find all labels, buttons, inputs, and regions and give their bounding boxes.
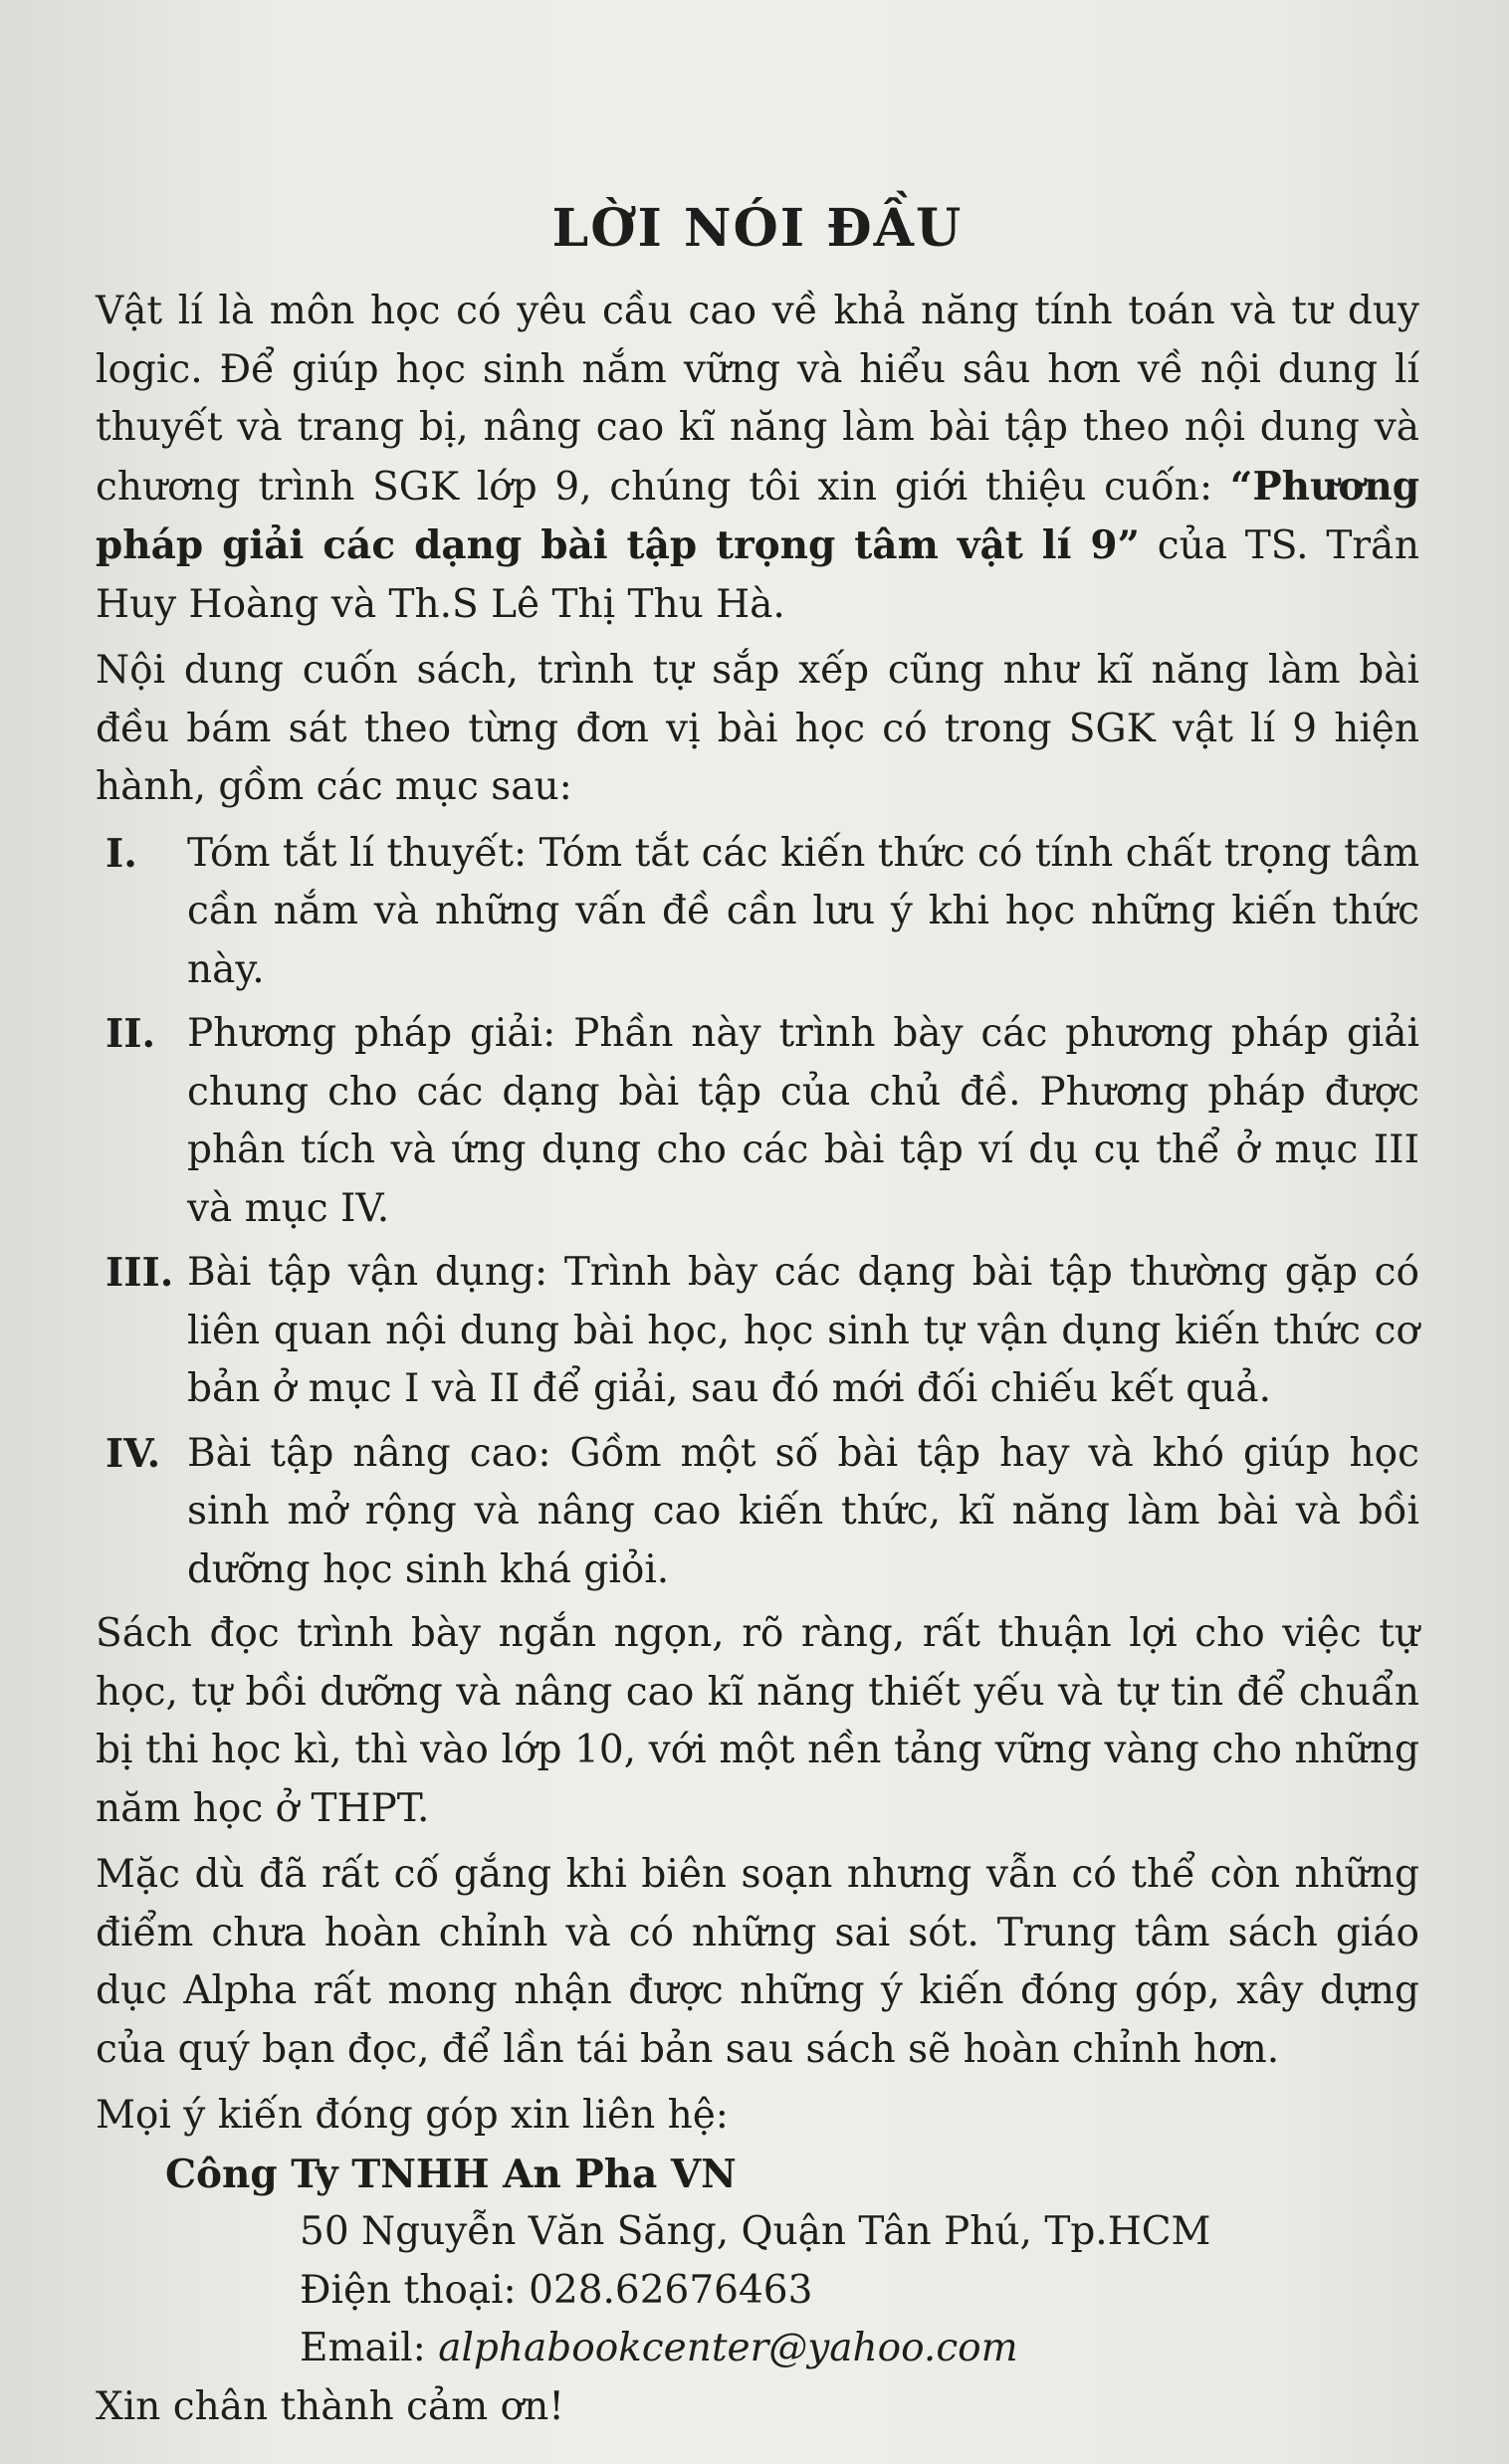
email-label: Email: [300,2326,439,2370]
company-name: Công Ty TNHH An Pha VN [165,2151,737,2197]
list-item [106,1005,1419,1238]
page-content [96,189,1419,2436]
list-item [106,1425,1419,1600]
intro-text-part1: Vật lí là môn học có yêu cầu cao về khả năng tính toán và tư duy logic. Để giúp học sinh nắm vững và hiểu sâu hơn về nội dung lí thuyết và trang bị, nâng cao kĩ năng làm bài tập theo nội dung và chương trình SGK lớp 9, chúng tôi xin giới thiệu cuốn: [96,289,1419,510]
list-item-number: IV. [106,1430,161,1477]
list-item-text: Phương pháp giải: Phần này trình bày các phương pháp giải chung cho các dạng bài tập của chủ đề. Phương pháp được phân tích và ứng dụng cho các bài tập ví dụ cụ thể ở mục III và mục IV. [187,1011,1419,1231]
intro-paragraph [96,283,1419,634]
list-item-text: Bài tập vận dụng: Trình bày các dạng bài tập thường gặp có liên quan nội dung bài học, học sinh tự vận dụng kiến thức cơ bản ở mục I và II để giải, sau đó mới đối chiếu kết quả. [187,1250,1419,1411]
contact-intro: Mọi ý kiến đóng góp xin liên hệ: [96,2093,729,2138]
closing-line: Xin chân thành cảm ơn! [96,2383,564,2429]
company-address: 50 Nguyễn Văn Săng, Quận Tân Phú, Tp.HCM [300,2209,1211,2254]
book-title: “Phương pháp giải các dạng bài tập trọng tâm vật lí 9” [96,463,1419,568]
list-item-number: II. [106,1011,156,1057]
apology-paragraph: Mặc dù đã rất cố gắng khi biên soạn nhưng vẫn có thể còn những điểm chưa hoàn chỉnh và có những sai sót. Trung tâm sách giáo dục Alpha rất mong nhận được những ý kiến đóng góp, xây dựng của quý bạn đọc, để lần tái bản sau sách sẽ hoàn chỉnh hơn. [96,1852,1419,2072]
intro-text-part2: của TS. Trần Huy Hoàng và Th.S Lê Thị Thu Hà. [96,523,1420,627]
list-item [106,1244,1419,1419]
list-item-text: Tóm tắt lí thuyết: Tóm tắt các kiến thức có tính chất trọng tâm cần nắm và những vấn đề cần lưu ý khi học những kiến thức này. [187,830,1419,992]
content-paragraph: Nội dung cuốn sách, trình tự sắp xếp cũng như kĩ năng làm bài đều bám sát theo từng đơn vị bài học có trong SGK vật lí 9 hiện hành, gồm các mục sau: [96,648,1419,809]
page-title: LỜI NÓI ĐẦU [551,198,964,259]
list-item-number: III. [106,1250,174,1296]
company-email-line [96,2320,1419,2378]
section-list [96,825,1419,1600]
list-item-text: Bài tập nâng cao: Gồm một số bài tập hay và khó giúp học sinh mở rộng và nâng cao kiến thức, kĩ năng làm bài và bồi dưỡng học sinh khá giỏi. [187,1430,1419,1592]
company-phone: Điện thoại: 028.62676463 [300,2267,813,2313]
summary-paragraph: Sách đọc trình bày ngắn ngọn, rõ ràng, rất thuận lợi cho việc tự học, tự bồi dưỡng và nâng cao kĩ năng thiết yếu và tự tin để chuẩn bị thi học kì, thì vào lớp 10, với một nền tảng vững vàng cho những năm học ở THPT. [96,1611,1419,1831]
email-address: alphabookcenter@yahoo.com [438,2326,1018,2370]
contact-block [96,2087,1419,2436]
list-item-number: I. [106,830,137,877]
list-item [106,825,1419,1000]
